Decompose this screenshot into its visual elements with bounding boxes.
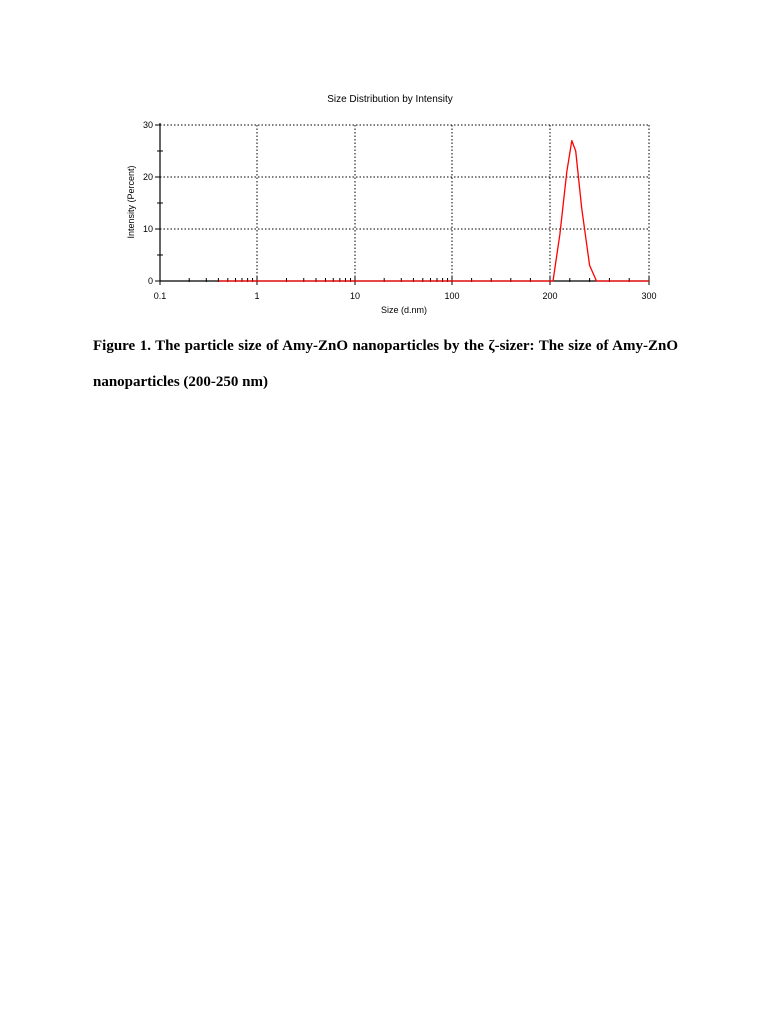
tick-labels [143, 120, 657, 301]
grid-lines [160, 125, 649, 281]
x-axis-label: Size (d.nm) [380, 305, 428, 315]
x-tick-label: 100 [444, 291, 460, 301]
y-tick-label: 30 [142, 120, 153, 130]
series-layer [218, 141, 649, 281]
y-tick-label: 0 [147, 276, 153, 286]
x-tick-label: 300 [641, 291, 657, 301]
y-tick-label: 20 [142, 172, 153, 182]
x-tick-label: 1 [254, 291, 260, 301]
x-tick-label: 0.1 [153, 291, 167, 301]
x-tick-label: 10 [349, 291, 361, 301]
y-axis-label: Intensity (Percent) [126, 165, 136, 239]
series-line [218, 141, 649, 281]
x-tick-label: 200 [542, 291, 558, 301]
figure-caption: Figure 1. The particle size of Amy-ZnO nanoparticles by the ζ-sizer: The size of Amy-ZnO nanoparticles (200-250 nm) [93, 338, 678, 390]
chart-title: Size Distribution by Intensity [327, 94, 453, 105]
size-distribution-chart [0, 0, 768, 320]
y-tick-label: 10 [142, 224, 153, 234]
